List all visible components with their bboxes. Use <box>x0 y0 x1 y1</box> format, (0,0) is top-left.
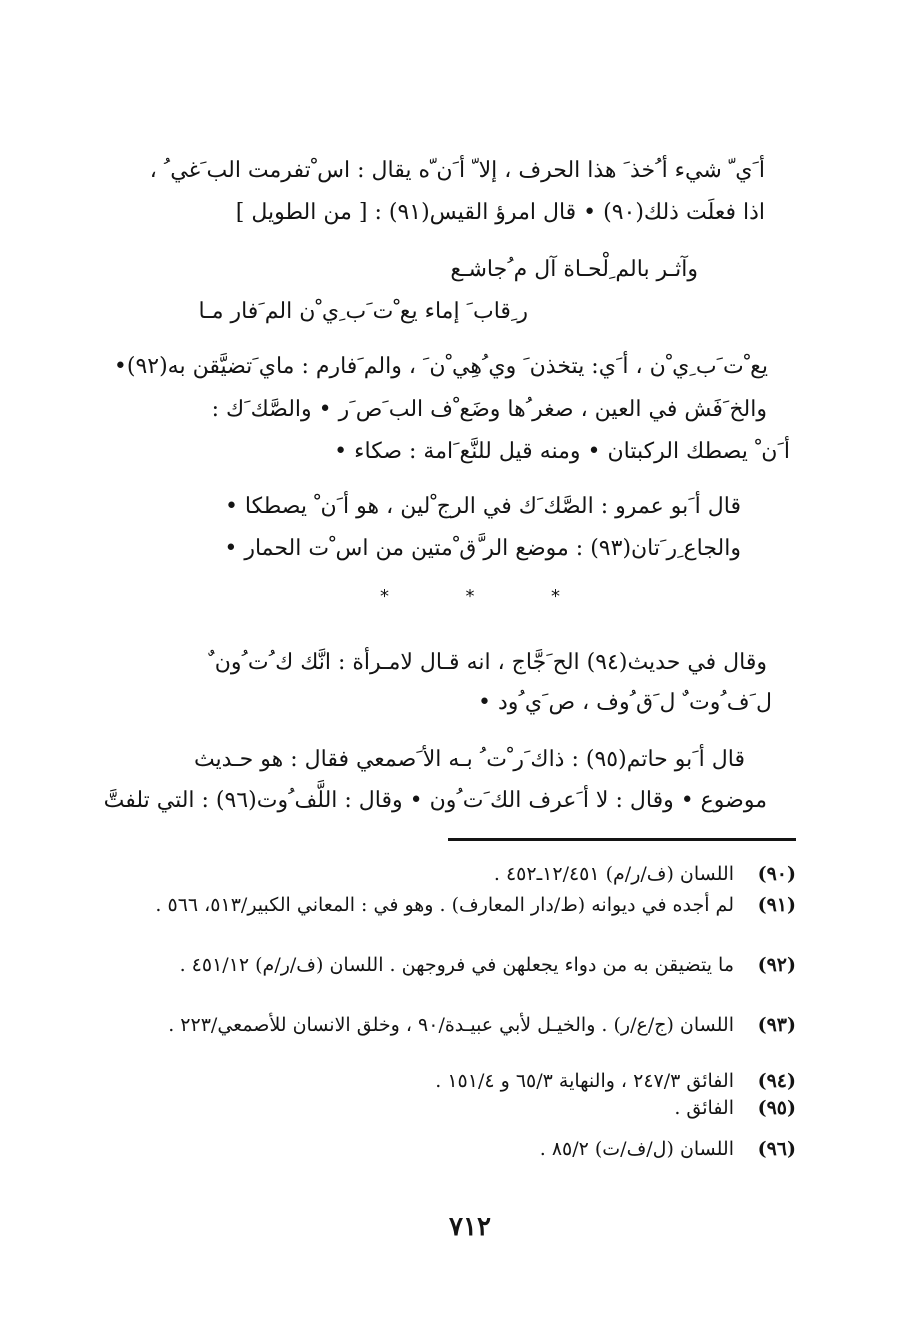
footnote-text: اللسان (ل/ف/ت) ٨٥/٢ . <box>539 1138 734 1160</box>
body-line-3: يع ْت َب ِي ْن ، أ َي: يتخذن َ وي ُهِي ْن َ ، والم َفارم : ماي َتضيَّقن به(٩٢)• <box>113 354 768 379</box>
footnote-94 <box>104 1068 794 1094</box>
footnote-text: الفائق . <box>674 1097 734 1119</box>
footnote-93 <box>104 1012 794 1064</box>
body-line-5: أ َن ْ يصطك الركبتان • ومنه قيل للنَّع َامة : صكاء • <box>334 439 790 464</box>
body-line-10: قال أ َبو حاتم(٩٥) : ذاك َر ْت ُ بـه الأ َصمعي فقال : هو حـديث <box>193 747 745 772</box>
body-line-2: اذا فعلَت ذلك(٩٠) • قال امرؤ القيس(٩١) : [ من الطويل ] <box>235 200 765 225</box>
footnote-number: (٩٥) <box>757 1097 796 1119</box>
separator-star: * <box>465 586 475 607</box>
footnote-text: اللسان (ف/ر/م) ١٢/٤٥١ـ٤٥٢ . <box>493 863 734 885</box>
body-line-8: وقال في حديث(٩٤) الح َجَّاج ، انه قـال لامـرأة : انَّك ك ُت ُون ٌ <box>208 650 767 675</box>
footnote-92 <box>104 952 794 1004</box>
body-line-6: قال أ َبو عمرو : الصَّك َك في الرج ْلين ، هو أ َن ْ يصطكا • <box>224 494 741 519</box>
footnote-number: (٩٣) <box>757 1014 796 1036</box>
footnote-number: (٩٤) <box>757 1070 796 1092</box>
poem-line-2: ر ِقاب َ إماء يع ْت َب ِي ْن الم َفار مـا <box>198 299 528 324</box>
footnote-number: (٩١) <box>757 894 796 916</box>
section-separator <box>380 586 560 607</box>
separator-star: * <box>551 586 560 607</box>
footnote-text: الفائق ٢٤٧/٣ ، والنهاية ٦٥/٣ و ١٥١/٤ . <box>435 1070 734 1092</box>
footnote-text: لم أجده في ديوانه (ط/دار المعارف) . وهو في : المعاني الكبير/٥١٣، ٥٦٦ . <box>155 894 734 916</box>
footnote-90 <box>104 861 794 887</box>
body-line-11: موضوع • وقال : لا أ َعرف الك َت ُون • وقال : اللَّف ُوت(٩٦) : التي تلفتَّ <box>103 788 767 813</box>
footnote-number: (٩٦) <box>757 1138 796 1160</box>
footnote-divider <box>448 838 796 841</box>
body-line-1: أ َي ّ شيء أ ُخذ َ هذا الحرف ، إلا ّ أ َن ّه يقال : اس ْتفرمت الب َغي ُ ، <box>149 158 765 183</box>
footnote-95 <box>104 1095 794 1121</box>
poem-line-1: وآثـر بالم ِلْحـاة آل م ُجاشـع <box>450 257 698 282</box>
body-line-9: ل َف ُوت ٌ ل َق ُوف ، ص َي ُود • <box>477 690 772 715</box>
footnote-96 <box>104 1136 794 1162</box>
page-number: ٧١٢ <box>449 1212 491 1242</box>
footnote-text: ما يتضيقن به من دواء يجعلهن في فروجهن . اللسان (ف/ر/م) ٤٥١/١٢ . <box>179 954 734 976</box>
footnote-number: (٩٢) <box>757 954 796 976</box>
body-line-7: والجاع ِر َتان(٩٣) : موضع الر َّق ْمتين من اس ْت الحمار • <box>224 536 741 561</box>
footnote-text: اللسان (ج/ع/ر) . والخيـل لأبي عبيـدة/٩٠ ، وخلق الانسان للأصمعي/٢٢٣ . <box>168 1014 734 1036</box>
body-line-4: والخ َفَش في العين ، صغر ُها وضَع ْف الب َص َر • والصَّك َك : <box>211 397 767 422</box>
footnote-number: (٩٠) <box>757 863 796 885</box>
footnote-91 <box>104 892 794 944</box>
separator-star: * <box>380 586 389 607</box>
